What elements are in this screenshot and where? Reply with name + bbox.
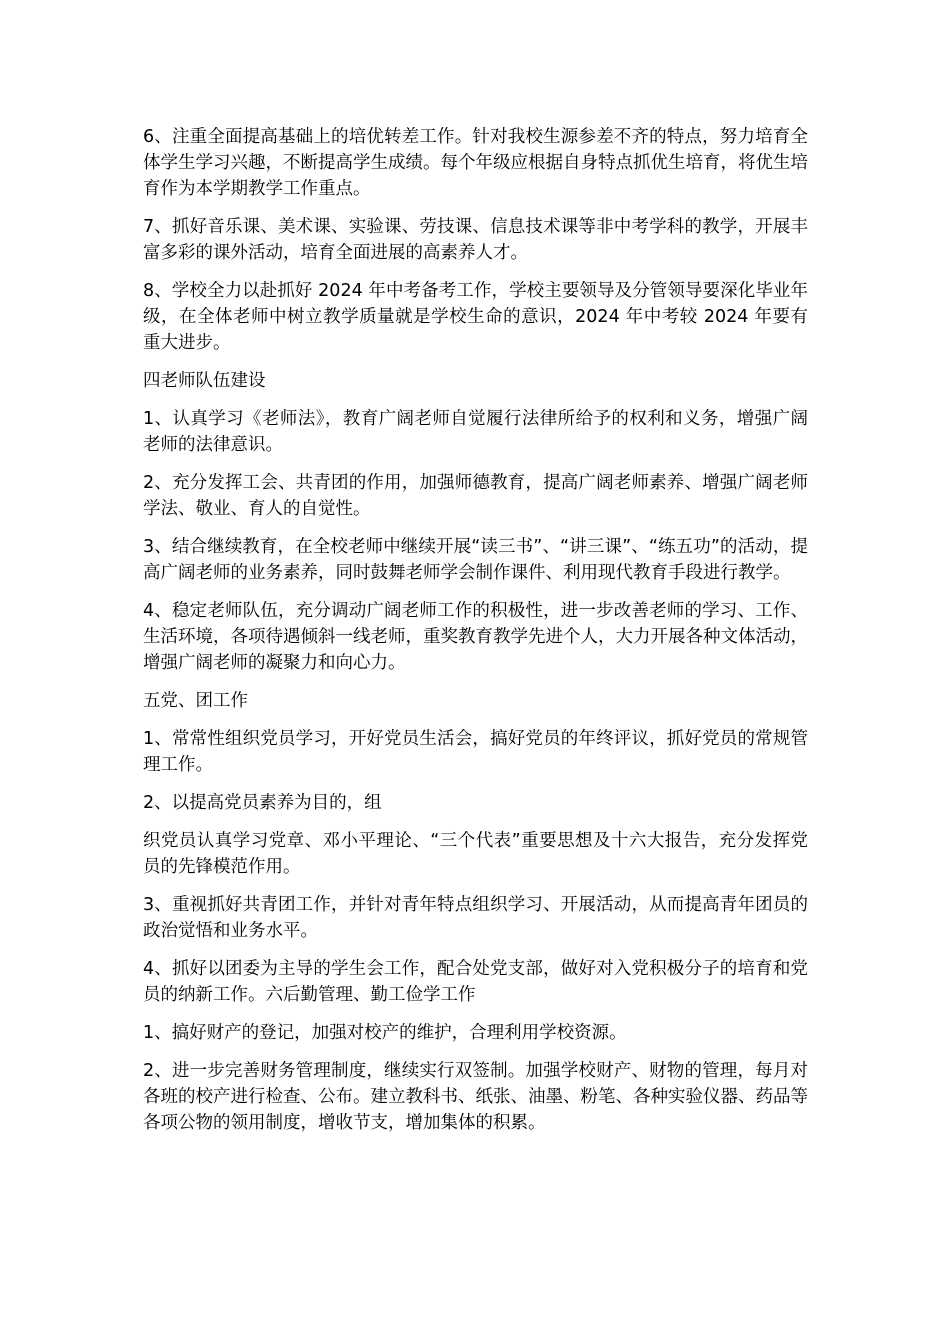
paragraph-party-study: 1、常常性组织党员学习，开好党员生活会，搞好党员的年终评议，抓好党员的常规管理工作。: [143, 729, 808, 775]
paragraph-student-union: 4、抓好以团委为主导的学生会工作，配合处党支部，做好对入党积极分子的培育和党员的纳新工作。六后勤管理、勤工俭学工作: [143, 959, 808, 1005]
paragraph-teacher-ethics: 2、充分发挥工会、共青团的作用，加强师德教育，提高广阔老师素养、增强广阔老师学法、敬业、育人的自觉性。: [143, 473, 808, 519]
paragraph-financial-management: 2、进一步完善财务管理制度，继续实行双签制。加强学校财产、财物的管理，每月对各班的校产进行检查、公布。建立教科书、纸张、油墨、粉笔、各种实验仪器、药品等各项公物的领用制度，增收节支，增加集体的积累。: [143, 1061, 808, 1133]
paragraph-6-training-top-students: 6、注重全面提高基础上的培优转差工作。针对我校生源参差不齐的特点，努力培育全体学生学习兴趣，不断提高学生成绩。每个年级应根据自身特点抓优生培育，将优生培育作为本学期教学工作重点。: [143, 127, 808, 199]
paragraph-stabilize-team: 4、稳定老师队伍，充分调动广阔老师工作的积极性，进一步改善老师的学习、工作、生活环境，各项待遇倾斜一线老师，重奖教育教学先进个人，大力开展各种文体活动，增强广阔老师的凝聚力和向心力。: [143, 601, 808, 673]
paragraph-party-quality-cont: 织党员认真学习党章、邓小平理论、“三个代表”重要思想及十六大报告，充分发挥党员的先锋模范作用。: [143, 831, 808, 877]
paragraph-continuing-education: 3、结合继续教育，在全校老师中继续开展“读三书”、“讲三课”、“练五功”的活动，提高广阔老师的业务素养，同时鼓舞老师学会制作课件、利用现代教育手段进行教学。: [143, 537, 808, 583]
paragraph-7-non-exam-subjects: 7、抓好音乐课、美术课、实验课、劳技课、信息技术课等非中考学科的教学，开展丰富多彩的课外活动，培育全面进展的高素养人才。: [143, 217, 808, 263]
paragraph-property-registration: 1、搞好财产的登记，加强对校产的维护，合理利用学校资源。: [143, 1023, 627, 1043]
paragraph-youth-league: 3、重视抓好共青团工作，并针对青年特点组织学习、开展活动，从而提高青年团员的政治觉悟和业务水平。: [143, 895, 808, 941]
section-heading-party-league: 五党、团工作: [143, 691, 248, 711]
section-heading-teacher-team: 四老师队伍建设: [143, 371, 266, 391]
document-page: [143, 124, 808, 1148]
paragraph-party-quality-start: 2、以提高党员素养为目的，组: [143, 793, 382, 813]
paragraph-teacher-law: 1、认真学习《老师法》，教育广阔老师自觉履行法律所给予的权利和义务，增强广阔老师的法律意识。: [143, 409, 808, 455]
paragraph-8-exam-preparation: 8、学校全力以赴抓好 2024 年中考备考工作，学校主要领导及分管领导要深化毕业年级，在全体老师中树立教学质量就是学校生命的意识，2024 年中考较 2024 年要有重大进步。: [143, 281, 808, 353]
